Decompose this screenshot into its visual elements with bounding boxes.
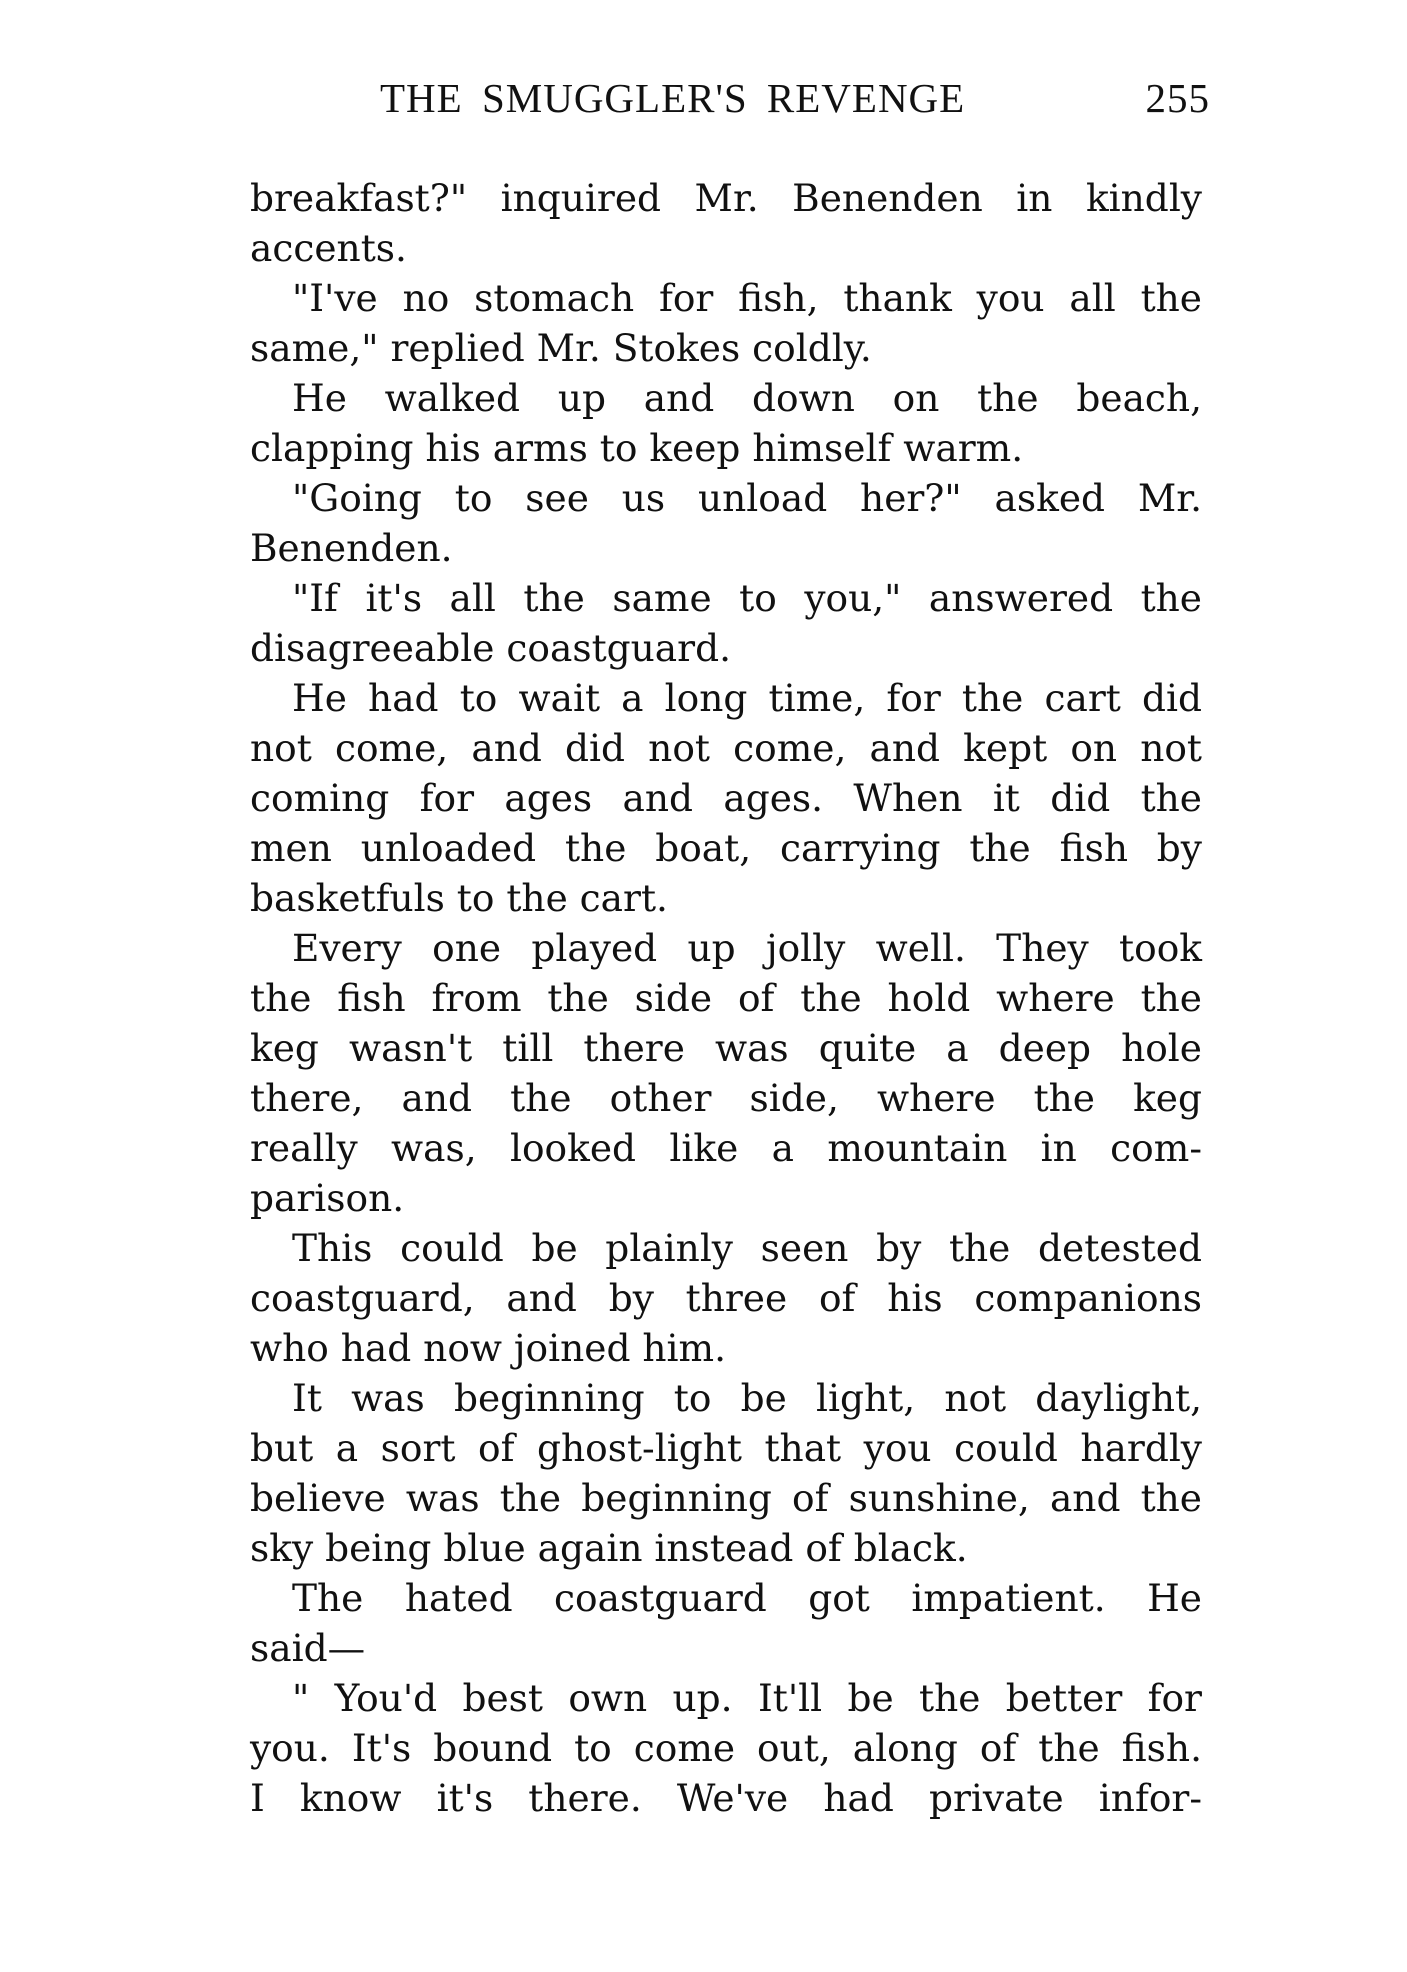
text-line: " You'd best own up. It'll be the better for (292, 1676, 1202, 1720)
text-line: He had to wait a long time, for the cart did (292, 676, 1202, 720)
text-line: you. It's bound to come out, along of the fish. (250, 1726, 1202, 1770)
text-line: He walked up and down on the beach, (292, 376, 1202, 420)
running-header (380, 74, 1210, 134)
text-line: Every one played up jolly well. They took (292, 926, 1202, 970)
text-line: disagreeable coastguard. (250, 626, 731, 670)
text-line: but a sort of ghost-light that you could hardly (250, 1426, 1202, 1470)
text-line: basketfuls to the cart. (250, 876, 668, 920)
text-line: parison. (250, 1176, 405, 1220)
page-number: 255 (1145, 75, 1210, 121)
text-line: keg wasn't till there was quite a deep hole (250, 1026, 1202, 1070)
text-line: who had now joined him. (250, 1326, 727, 1370)
text-line: accents. (250, 226, 407, 270)
text-line: really was, looked like a mountain in com- (250, 1126, 1202, 1170)
text-line: coming for ages and ages. When it did the (250, 776, 1202, 820)
text-line: "I've no stomach for fish, thank you all the (292, 276, 1202, 320)
text-line: breakfast?" inquired Mr. Benenden in kindly (250, 176, 1202, 220)
text-line: not come, and did not come, and kept on not (250, 726, 1202, 770)
text-line: I know it's there. We've had private infor- (250, 1776, 1202, 1820)
text-line: "If it's all the same to you," answered the (292, 576, 1202, 620)
text-line: said— (250, 1626, 366, 1670)
running-title: THE SMUGGLER'S REVENGE (380, 75, 966, 121)
text-line: there, and the other side, where the keg (250, 1076, 1202, 1120)
text-line: Benenden. (250, 526, 453, 570)
text-line: It was beginning to be light, not daylight, (292, 1376, 1202, 1420)
text-line: believe was the beginning of sunshine, and the (250, 1476, 1202, 1520)
text-line: coastguard, and by three of his companions (250, 1276, 1202, 1320)
text-line: men unloaded the boat, carrying the fish by (250, 826, 1202, 870)
text-line: same," replied Mr. Stokes coldly. (250, 326, 872, 370)
text-line: clapping his arms to keep himself warm. (250, 426, 1024, 470)
text-line: The hated coastguard got impatient. He (292, 1576, 1202, 1620)
text-line: This could be plainly seen by the detested (292, 1226, 1202, 1270)
text-line: the fish from the side of the hold where the (250, 976, 1202, 1020)
text-line: "Going to see us unload her?" asked Mr. (292, 476, 1202, 520)
text-line: sky being blue again instead of black. (250, 1526, 968, 1570)
